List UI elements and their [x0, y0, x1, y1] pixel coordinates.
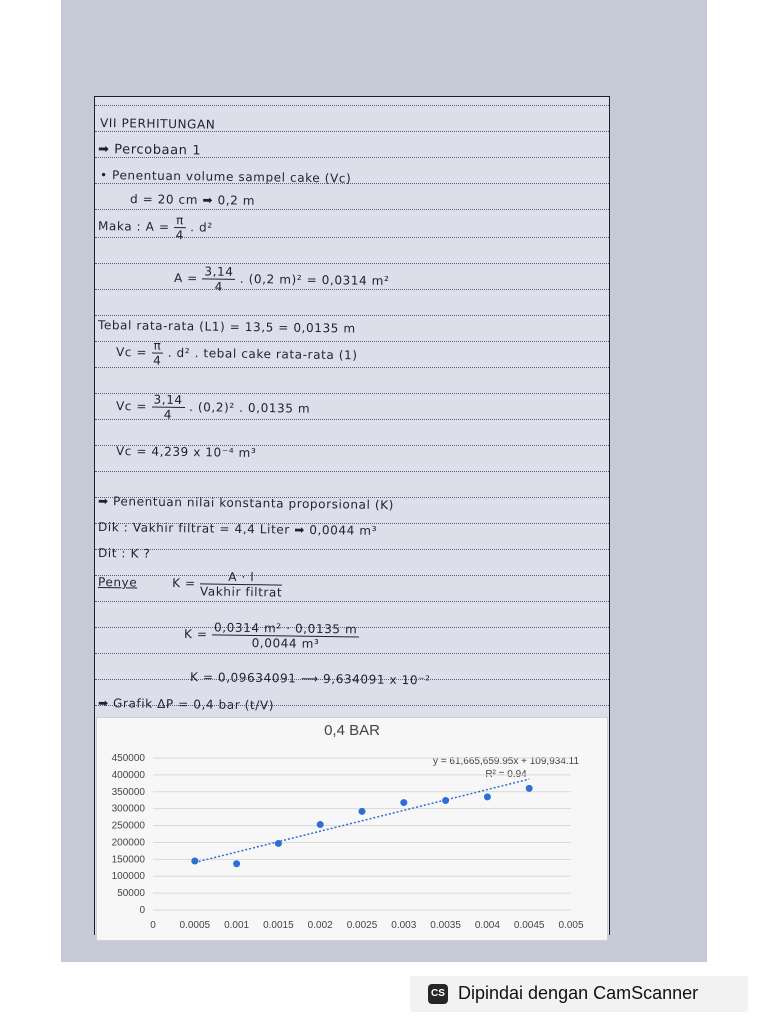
camscanner-text: Dipindai dengan CamScanner: [458, 983, 699, 1003]
experiment-heading: ➡ Percobaan 1: [97, 142, 202, 159]
x-tick-label: 0.0015: [263, 920, 294, 931]
diameter-line: d = 20 cm ➡ 0,2 m: [129, 192, 256, 208]
cake-volume-formula: Vc = $\frac{\pi}{4}$ . d² . tebal cake rata-rata (1): [115, 338, 358, 368]
x-tick-label: 0.0025: [346, 920, 378, 931]
chart-panel: [96, 717, 608, 941]
x-tick-label: 0.002: [307, 920, 333, 931]
constant-heading: ➡ Penentuan nilai konstanta proporsional (K): [97, 494, 395, 513]
x-tick-label: 0: [150, 920, 156, 931]
cake-volume-heading: • Penentuan volume sampel cake (Vc): [99, 168, 352, 186]
graph-heading: ➡ Grafik ΔP = 0,4 bar (t/V): [97, 696, 275, 713]
camscanner-logo-icon: CS: [428, 984, 448, 1004]
y-tick-label: 100000: [111, 871, 145, 883]
r-squared: R² = 0.94: [485, 769, 527, 780]
y-tick-label: 250000: [111, 820, 145, 832]
y-tick-label: 0: [139, 905, 145, 916]
area-formula: Maka : A = $\frac{\pi}{4}$ . d²: [97, 213, 213, 243]
y-tick-label: 300000: [111, 803, 145, 815]
y-tick-label: 50000: [117, 888, 145, 900]
asked-line: Dit : K ?: [97, 546, 151, 561]
camscanner-footer: [410, 976, 748, 1012]
cake-volume-result: Vc = 4,239 x 10⁻⁴ m³: [115, 444, 257, 460]
x-tick-label: 0.005: [558, 920, 584, 931]
area-calculation: A = $\frac{3,14}{4}$ . (0,2 m)² = 0,0314 m²: [173, 264, 390, 294]
data-point: [484, 793, 491, 800]
data-point: [275, 840, 282, 847]
data-point: [191, 858, 198, 865]
x-tick-label: 0.0035: [430, 920, 461, 931]
y-tick-label: 150000: [111, 854, 145, 866]
constant-calculation: K = $\frac{\text{0,0314 m² · 0,0135 m}}{\text{0,0044 m³}}$: [183, 620, 358, 651]
x-tick-label: 0.001: [224, 920, 250, 931]
average-thickness-line: Tebal rata-rata (L1) = 13,5 = 0,0135 m: [97, 318, 356, 336]
section-heading: VII PERHITUNGAN: [99, 116, 216, 132]
given-line: Dik : Vakhir filtrat = 4,4 Liter ➡ 0,0044 m³: [97, 520, 378, 538]
data-point: [526, 785, 533, 792]
trendline-formula: y = 61,665,659.95x + 109,934.11: [433, 756, 580, 767]
y-tick-label: 200000: [111, 837, 145, 849]
data-point: [442, 797, 449, 804]
data-point: [233, 860, 240, 867]
cake-volume-calculation: Vc = $\frac{3,14}{4}$ . (0,2)² . 0,0135 m: [115, 392, 311, 422]
scatter-chart: [97, 718, 607, 940]
x-tick-label: 0.003: [391, 920, 417, 931]
y-tick-label: 450000: [111, 753, 145, 764]
data-point: [317, 821, 324, 828]
y-tick-label: 400000: [111, 769, 145, 781]
x-tick-label: 0.0045: [513, 920, 545, 931]
x-tick-label: 0.004: [474, 920, 500, 931]
chart-title: 0,4 BAR: [324, 722, 380, 739]
y-tick-label: 350000: [111, 786, 145, 798]
constant-result: K = 0,09634091 ⟶ 9,634091 x 10⁻²: [189, 670, 431, 688]
x-tick-label: 0.0005: [179, 920, 211, 931]
data-point: [400, 799, 407, 806]
constant-formula: Penye K = $\frac{A \cdot l}{\text{Vakhir filtrat}}$: [97, 569, 283, 600]
data-point: [359, 808, 366, 815]
